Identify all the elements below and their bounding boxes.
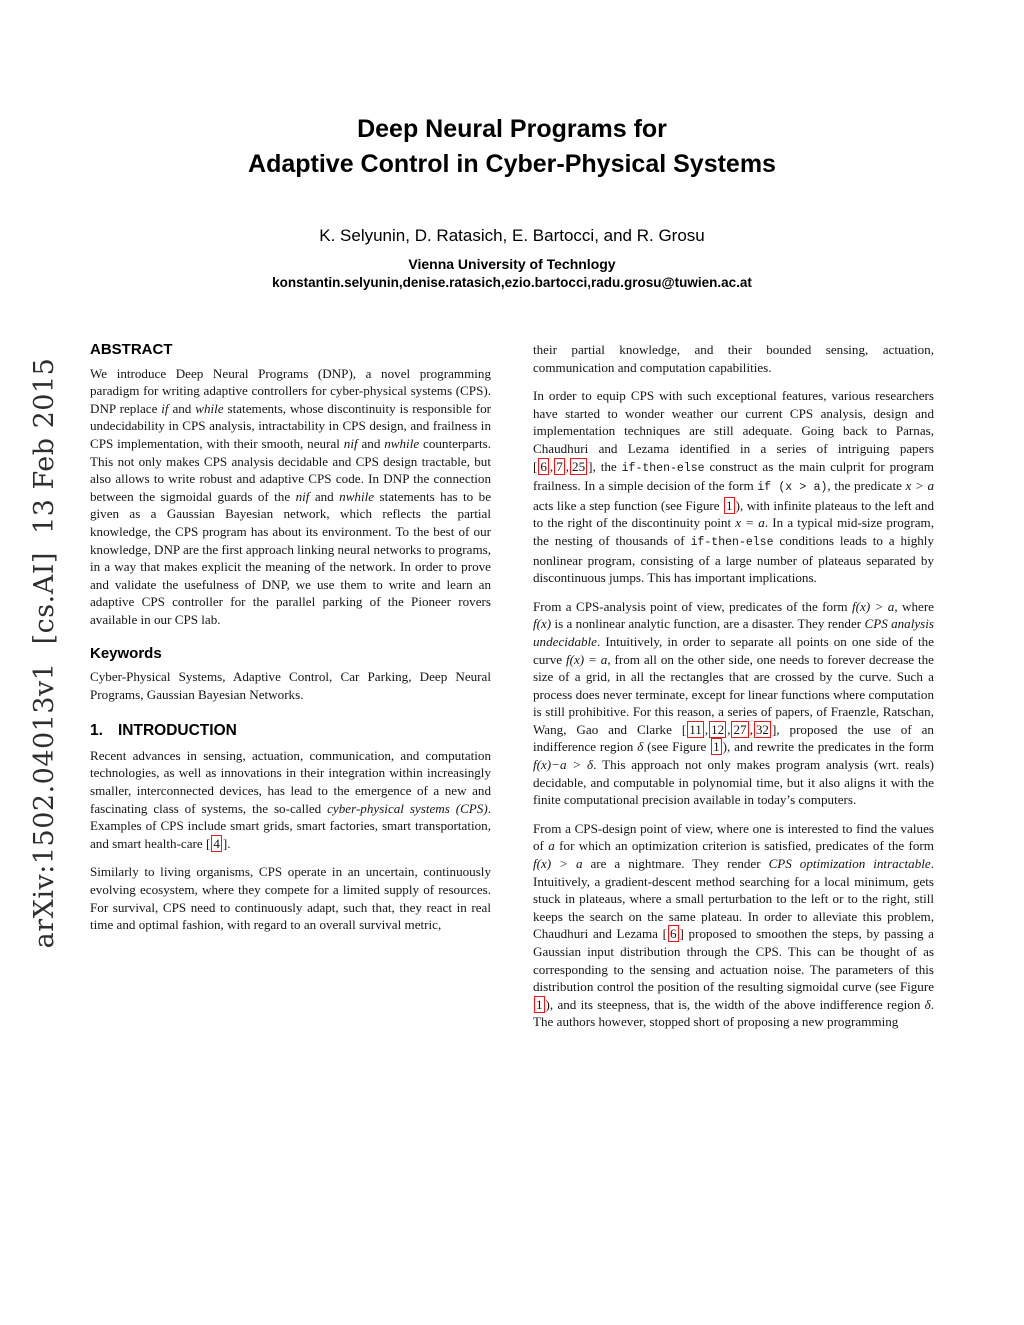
text-segment-m: f(x) <box>533 616 552 632</box>
text-segment-n: . Intuitively, in order to separate all points on one side of the curve <box>533 633 934 667</box>
text-segment-n: ), and its steepness, that is, the width of the above indifference region <box>545 996 925 1012</box>
text-segment-i: nwhile <box>339 488 375 504</box>
text-segment-n: , <box>704 721 709 737</box>
text-segment-n: ], the <box>588 458 622 474</box>
text-segment-n: We introduce Deep Neural Programs (DNP), a novel programming paradigm for writing adaptive controllers for cyber-physical systems (CPS). DNP replace <box>90 365 491 416</box>
text-segment-n: ], proposed the use of an indifference region <box>533 721 934 755</box>
arxiv-watermark-label: arXiv:1502.04013v1 [cs.AI] 13 Feb 2015 <box>29 357 60 949</box>
text-segment-n: (see Figure <box>643 739 711 755</box>
authors-line: K. Selyunin, D. Ratasich, E. Bartocci, and R. Grosu <box>319 226 705 245</box>
text-segment-n: and <box>357 435 385 451</box>
figure-ref-link[interactable]: 1 <box>726 497 733 513</box>
text-segment-n: construct as the main culprit for program frailness. In a simple decision of the form <box>533 458 934 494</box>
paper-title <box>0 112 1024 182</box>
text-segment-n: statements, whose discontinuity is responsible for undecidability in CPS analysis, intractability in CPS design, and frailness in CPS implementation, with their smooth, neural <box>90 400 491 451</box>
right-column <box>533 341 934 1042</box>
paper-title-line2: Adaptive Control in Cyber-Physical Systems <box>248 150 776 178</box>
text-segment-i: nwhile <box>384 435 420 451</box>
text-segment-n: acts like a step function (see Figure <box>533 497 724 513</box>
text-segment-m: x > a <box>905 478 934 494</box>
text-segment-n: . Intuitively, a gradient-descent method searching for a local minimum, gets stuck in plateaus, where a small perturbation to the left or to the right, still keeps the search on the same plateau. In order to alleviate this problem, Chaudhuri and Lezama [ <box>533 856 934 942</box>
left-column <box>90 341 491 1042</box>
text-segment-n: . In a typical mid-size program, the nesting of thousands of <box>533 515 934 548</box>
citation-link[interactable]: 32 <box>755 721 769 737</box>
right-paragraph-3 <box>533 598 934 809</box>
text-segment-n: ]. <box>222 835 231 851</box>
text-segment-n: In order to equip CPS with such exceptional features, various researchers have started to wonder weather our current CPS analysis, design and implementation techniques are still adequate. Going back to Parnas, Chaudhuri and Lezama identified in a series of intriguing papers [ <box>533 388 934 474</box>
text-segment-n: their partial knowledge, and their bounded sensing, actuation, communication and computation capabilities. <box>533 342 934 375</box>
text-segment-n: , the predicate <box>827 478 906 494</box>
text-segment-i: cyber-physical systems (CPS) <box>327 800 488 816</box>
text-segment-n: , <box>749 721 753 737</box>
text-segment-n: , from all on the other side, one needs to forever decrease the size of a grid, in all the rectangles that are crossed by the curve. Such a process does never terminate, except for linear functions where computation is still prohibitive. For this reason, a series of papers, of Fraenzle, Ratschan, Wang, Gao and Clarke [ <box>533 651 934 737</box>
keywords-heading: Keywords <box>90 644 162 662</box>
text-segment-n: statements has to be given as a Gaussian Bayesian network, which reflects the partial knowledge, the CPS program has about its environment. To the best of our knowledge, DNP are the first approach linking neural networks to programs, in a way that makes explicit the meaning of the network. In order to prove and validate the usefulness of DNP, we use them to write and learn an adaptive CPS controller for the parallel parking of the Pioneer rovers available in our CPS lab. <box>90 488 492 627</box>
text-segment-m: f(x)−a > δ <box>533 757 594 773</box>
author-emails-line: konstantin.selyunin,denise.ratasich,ezio.bartocci,radu.grosu@tuwien.ac.at <box>272 275 752 290</box>
text-segment-n: is a nonlinear analytic function, are a disaster. They render <box>551 616 865 632</box>
citation-link[interactable]: 25 <box>572 458 586 474</box>
figure-ref-link[interactable]: 1 <box>713 739 720 755</box>
text-segment-code: if-then-else <box>621 461 705 475</box>
text-segment-n: ] proposed to smoothen the steps, by passing a Gaussian input distribution through the CPS. This can be thought of as corresponding to the sensing and actuation noise. The parameters of this distribution control the position of the resulting sigmoidal curve (see Figure <box>533 926 934 995</box>
text-segment-n: Similarly to living organisms, CPS operate in an uncertain, continuously evolving ecosystem, where they compete for a limited supply of resources. For survival, CPS need to continuously adapt, such that, they react in real time and optimal fashion, with regard to an overall survival metric, <box>90 864 491 933</box>
text-segment-n: From a CPS-analysis point of view, predicates of the form <box>533 598 853 614</box>
section-title: INTRODUCTION <box>118 722 237 740</box>
citation-link[interactable]: 6 <box>669 926 677 942</box>
text-segment-m: x = a <box>735 515 765 531</box>
paper-title-line1: Deep Neural Programs for <box>357 115 667 143</box>
right-paragraph-4 <box>533 820 934 1031</box>
citation-link[interactable]: 11 <box>689 721 702 737</box>
text-segment-n: counterparts. This not only makes CPS analysis decidable and CPS design tractable, but also allows to write robust and adaptive CPS code. In DNP the connection between the sigmoidal guards of the <box>90 435 492 504</box>
text-segment-code: if (x > a) <box>757 481 828 495</box>
text-segment-i: CPS analysis undecidable <box>533 616 934 649</box>
abstract-heading: ABSTRACT <box>90 341 173 358</box>
citation-link[interactable]: 12 <box>711 721 725 737</box>
right-paragraph-2 <box>533 387 934 587</box>
text-segment-n: , where <box>894 598 934 614</box>
text-segment-m: f(x) = a <box>565 651 608 667</box>
intro-paragraph-1 <box>90 747 491 853</box>
citation-link[interactable]: 27 <box>733 721 747 737</box>
citation-link[interactable]: 4 <box>213 835 220 851</box>
keywords-text: Cyber-Physical Systems, Adaptive Control, Car Parking, Deep Neural Programs, Gaussian Bayesian Networks. <box>90 669 491 702</box>
affiliation-line: Vienna University of Technlogy <box>408 256 616 272</box>
text-segment-n: are a nightmare. They render <box>582 856 769 872</box>
text-segment-code: if-then-else <box>690 535 774 549</box>
text-segment-n: ), with infinite plateaus to the left and to the right of the discontinuity point <box>533 497 934 531</box>
text-segment-n: From a CPS-design point of view, where one is interested to find the values of <box>533 820 934 854</box>
text-segment-i: while <box>195 400 224 416</box>
text-segment-i: if <box>161 400 169 416</box>
text-segment-n: , <box>727 721 731 737</box>
text-segment-i: nif <box>343 435 358 451</box>
text-segment-m: a <box>548 838 555 854</box>
section-number: 1. <box>90 722 103 740</box>
figure-ref-link[interactable]: 1 <box>536 996 543 1012</box>
citation-link[interactable]: 7 <box>556 458 563 474</box>
text-segment-n: ), and rewrite the predicates in the form <box>722 739 934 755</box>
right-paragraph-1 <box>533 341 934 376</box>
text-segment-n: and <box>168 400 196 416</box>
abstract-paragraph <box>90 365 491 629</box>
introduction-heading <box>90 722 491 740</box>
text-segment-n: conditions leads to a highly nonlinear program, consisting of a large number of plateaus separated by discontinuous jumps. This has important implications. <box>533 532 934 586</box>
text-segment-m: f(x) > a <box>852 598 895 614</box>
two-column-body <box>90 341 934 1042</box>
text-segment-n: for which an optimization criterion is satisfied, predicates of the form <box>554 838 934 854</box>
text-segment-m: δ <box>637 739 644 755</box>
text-segment-i: nif <box>295 488 310 504</box>
intro-paragraph-2 <box>90 863 491 933</box>
text-segment-n: , <box>565 458 570 474</box>
citation-link[interactable]: 6 <box>540 458 547 474</box>
text-segment-n: and <box>309 488 340 504</box>
text-segment-n: , <box>549 458 554 474</box>
text-segment-n: . This approach not only makes program analysis (wrt. reals) decidable, and computable in polynomial time, but it also aligns it with the finite computational precision available in today’s computers. <box>533 757 934 808</box>
text-segment-m: δ <box>924 996 931 1012</box>
text-segment-m: f(x) > a <box>533 856 583 872</box>
text-segment-n: Recent advances in sensing, actuation, communication, and computation technologies, as well as innovations in their integration within increasingly smaller, interconnected devices, has lead to the emergence of a new and fascinating class of systems, the so-called <box>90 747 491 816</box>
text-segment-n: . The authors however, stopped short of proposing a new programming <box>533 996 934 1030</box>
text-segment-i: CPS optimization intractable <box>768 856 931 872</box>
text-segment-n: . Examples of CPS include smart grids, smart factories, smart transportation, and smart health-care [ <box>90 800 491 851</box>
